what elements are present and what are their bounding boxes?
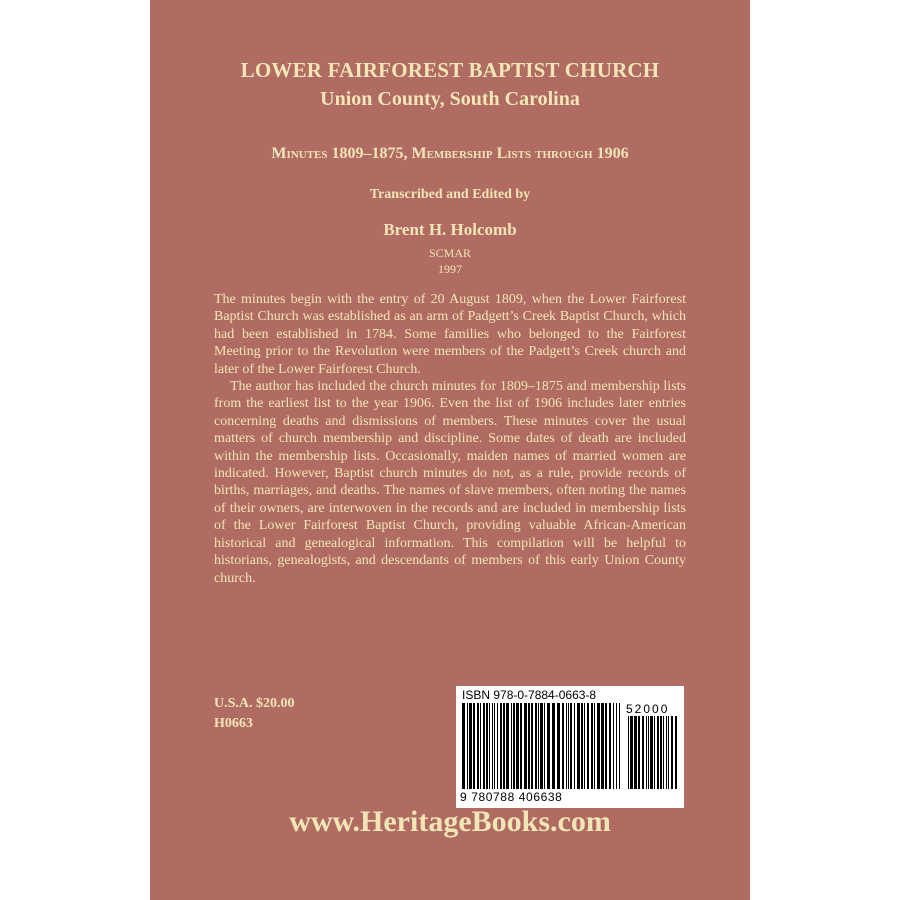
barcode-addon-bars — [628, 716, 678, 789]
publisher-name: SCMAR — [428, 246, 472, 260]
barcode-digits: 9 780788 406638 — [460, 790, 563, 804]
description-paragraph-1: The minutes begin with the entry of 20 August 1809, when the Lower Fairforest Baptist Church was established as an arm of Padgett’s Creek Baptist Church, which had been established in 1784. Some families who belonged to the Fairforest Meeting prior to the Revolution were members of the Padgett’s Creek church and later of the Lower Fairforest Church. — [214, 292, 686, 377]
book-title: LOWER FAIRFOREST BAPTIST CHURCH — [240, 58, 660, 82]
price: U.S.A. $20.00 — [214, 696, 295, 711]
barcode-main-bars — [462, 703, 622, 789]
price-block — [214, 694, 295, 734]
book-subtitle: Union County, South Carolina — [320, 88, 580, 110]
isbn-label: ISBN 978-0-7884-0663-8 — [462, 688, 597, 702]
description-paragraph-2: The author has included the church minutes for 1809–1875 and membership lists from the earliest list to the year 1906. Even the list of 1906 includes later entries concerning deaths and dismissions of members. These minutes cover the usual matters of church membership and discipline. Some dates of death are included within the membership lists. Occasionally, maiden names of married women are indicated. However, Baptist church minutes do not, as a rule, provide records of births, marriages, and deaths. The names of slave members, often noting the names of their owners, are interwoven in the records and are included in membership lists of the Lower Fairforest Baptist Church, providing valuable African-American historical and genealogical information. This compilation will be helpful to historians, genealogists, and descendants of members of this early Union County church. — [214, 379, 686, 586]
isbn-barcode — [456, 686, 684, 808]
author-name: Brent H. Holcomb — [383, 220, 517, 239]
book-back-cover — [150, 0, 750, 900]
transcribed-by: Transcribed and Edited by — [369, 187, 531, 202]
barcode-addon-digits: 52000 — [626, 702, 670, 716]
publication-year: 1997 — [438, 262, 462, 276]
description — [214, 291, 686, 587]
website-url: www.HeritageBooks.com — [289, 805, 611, 838]
item-code: H0663 — [214, 716, 253, 731]
publisher-block — [150, 245, 750, 277]
minutes-line: Minutes 1809–1875, Membership Lists through 1906 — [271, 145, 629, 162]
